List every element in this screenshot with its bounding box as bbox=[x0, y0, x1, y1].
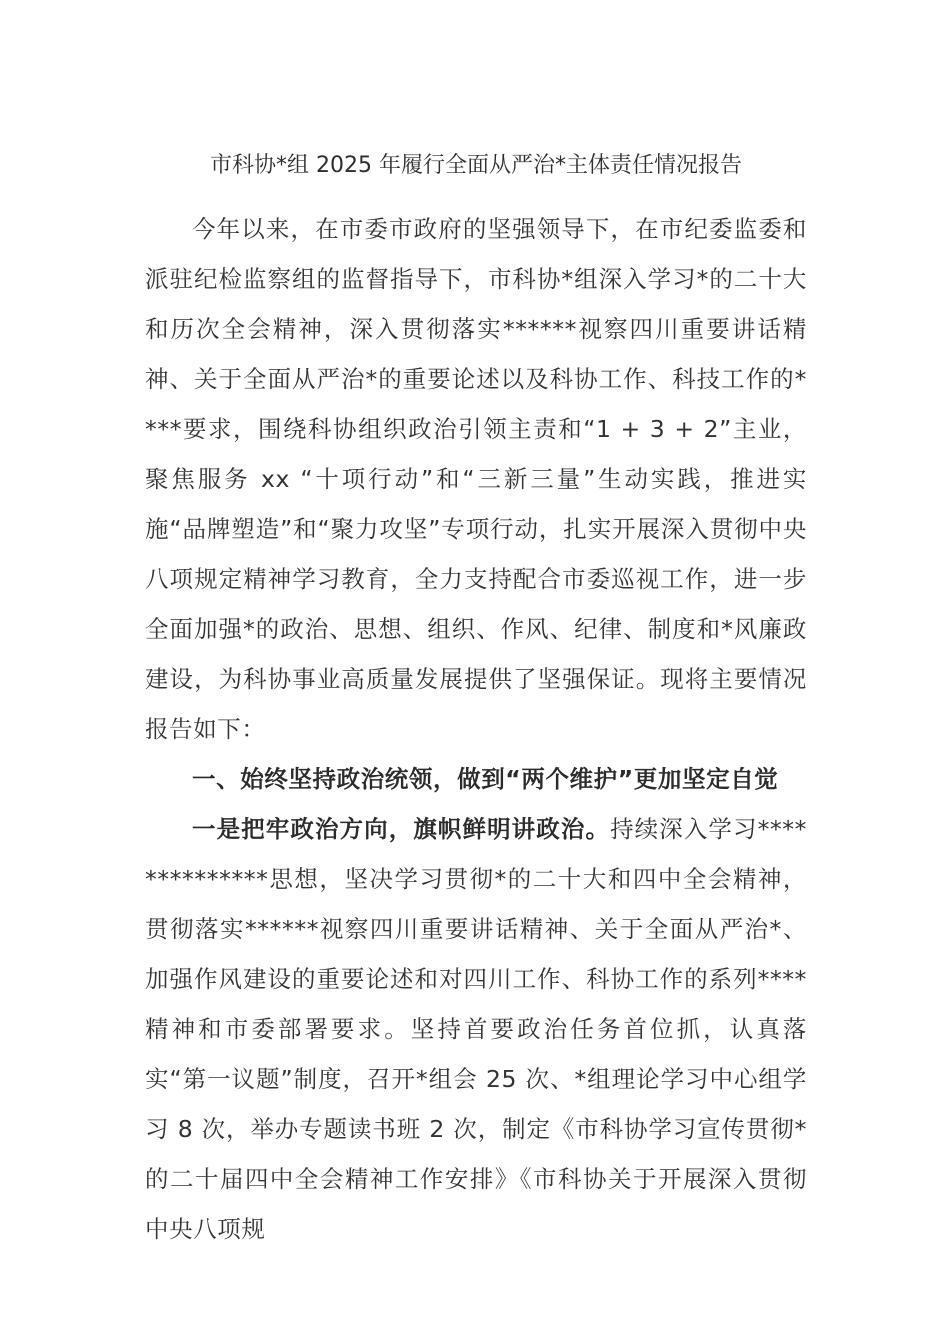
section-paragraph bbox=[145, 804, 807, 1254]
paragraph-text: 持续深入学习**************思想，坚决学习贯彻*的二十大和四中全会精神，贯彻落实******视察四川重要讲话精神、关于全面从严治*、加强作风建设的重要论述和对四川工作、科协工作的系列****精神和市委部署要求。坚持首要政治任务首位抓，认真落实“第一议题”制度，召开*组会 25 次、*组理论学习中心组学习 8 次，举办专题读书班 2 次，制定《市科协学习宣传贯彻*的二十届四中全会精神工作安排》《市科协关于开展深入贯彻中央八项规 bbox=[145, 815, 808, 1243]
section-1 bbox=[145, 754, 807, 1254]
document-title: 市科协*组 2025 年履行全面从严治*主体责任情况报告 bbox=[210, 153, 742, 178]
intro-paragraph: 今年以来，在市委市政府的坚强领导下，在市纪委监委和派驻纪检监察组的监督指导下，市科协*组深入学习*的二十大和历次全会精神，深入贯彻落实******视察四川重要讲话精神、关于全面从严治*的重要论述以及科协工作、科技工作的****要求，围绕科协组织政治引领主责和“1 + 3 + 2”主业，聚焦服务 xx “十项行动”和“三新三量”生动实践，推进实施“品牌塑造”和“聚力攻坚”专项行动，扎实开展深入贯彻中央八项规定精神学习教育，全力支持配合市委巡视工作，进一步全面加强*的政治、思想、组织、作风、纪律、制度和*风廉政建设，为科协事业高质量发展提供了坚强保证。现将主要情况报告如下： bbox=[145, 215, 807, 743]
document-body bbox=[145, 204, 807, 1254]
section-heading: 一、始终坚持政治统领，做到“两个维护”更加坚定自觉 bbox=[192, 765, 779, 793]
paragraph-bold-lead: 一是把牢政治方向，旗帜鲜明讲政治。 bbox=[192, 815, 611, 843]
